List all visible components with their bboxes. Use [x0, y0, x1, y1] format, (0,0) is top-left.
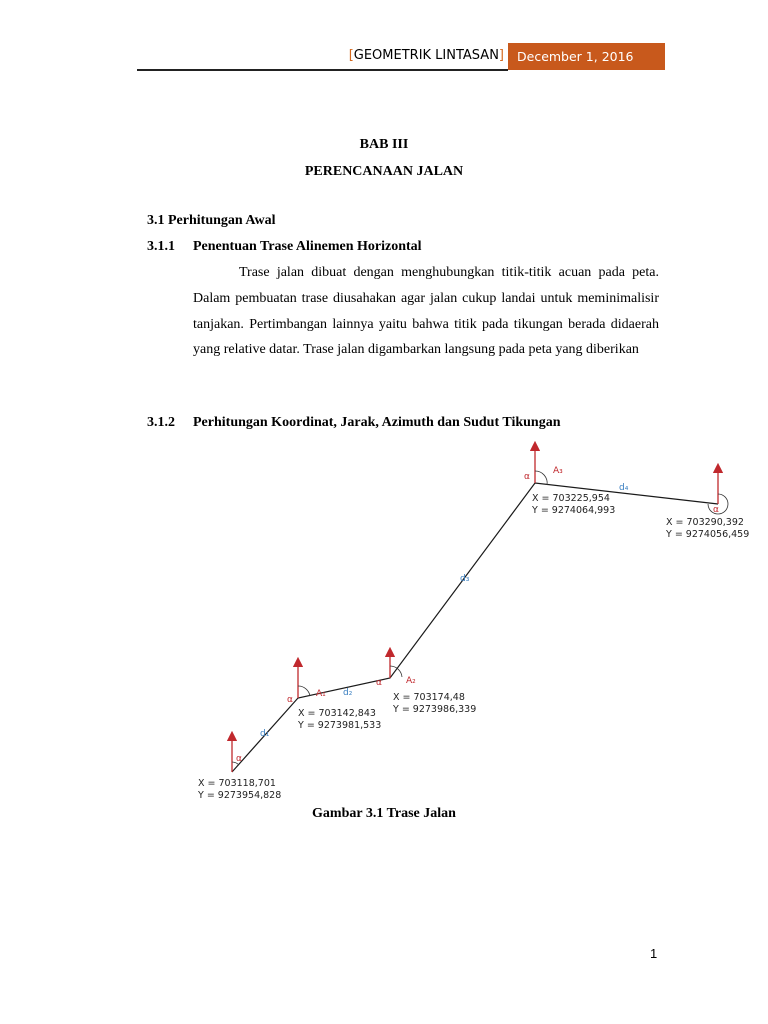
alpha-label-1: α: [236, 754, 242, 764]
figure-trase-jalan: [190, 440, 768, 805]
alpha-label-3: α: [376, 678, 382, 688]
point-3-y: Y = 9273986,339: [393, 704, 477, 715]
figure-caption: Gambar 3.1 Trase Jalan: [312, 806, 456, 821]
page-number: 1: [650, 946, 658, 961]
chapter-title: PERENCANAAN JALAN: [304, 164, 464, 179]
trase-diagram: [190, 440, 768, 805]
alpha-label-4: α: [524, 472, 530, 482]
header-title-text: GEOMETRIK LINTASAN: [353, 48, 499, 63]
alpha-label-5: α: [713, 505, 719, 515]
header-title: [300, 48, 504, 63]
a-label-2: A₂: [406, 676, 416, 686]
chapter-number: BAB III: [359, 137, 409, 152]
point-5-y: Y = 9274056,459: [666, 529, 750, 540]
alpha-label-2: α: [287, 695, 293, 705]
distance-label-d2: d₂: [343, 688, 353, 698]
section-3-1-heading: 3.1 Perhitungan Awal: [147, 213, 276, 228]
distance-label-d1: d₁: [260, 729, 270, 739]
distance-label-d3: d₃: [460, 574, 470, 584]
point-2-x: X = 703142,843: [298, 708, 376, 719]
a-label-1: A₁: [316, 689, 326, 699]
section-3-1-2-number: 3.1.2: [147, 415, 175, 430]
point-5-x: X = 703290,392: [666, 517, 744, 528]
a-label-3: A₃: [553, 466, 563, 476]
header-bracket-close: ]: [498, 48, 504, 63]
header-date: December 1, 2016: [508, 43, 665, 70]
section-3-1-1-paragraph: [193, 260, 659, 363]
point-2-y: Y = 9273981,533: [298, 720, 382, 731]
section-3-1-2-title: Perhitungan Koordinat, Jarak, Azimuth dan Sudut Tikungan: [193, 415, 561, 430]
point-1-y: Y = 9273954,828: [198, 790, 282, 801]
paragraph-text: Trase jalan dibuat dengan menghubungkan titik-titik acuan pada peta. Dalam pembuatan trase diusahakan agar jalan cukup landai untuk meminimalisir tanjakan. Pertimbangan lainnya yaitu bahwa titik pada tikungan berada didaerah yang relative datar. Trase jalan digambarkan langsung pada peta yang diberikan: [193, 265, 659, 358]
point-3-x: X = 703174,48: [393, 692, 465, 703]
section-3-1-1-number: 3.1.1: [147, 239, 175, 254]
point-1-x: X = 703118,701: [198, 778, 276, 789]
header-bracket-open: [: [348, 48, 354, 63]
section-3-1-1-title: Penentuan Trase Alinemen Horizontal: [193, 239, 422, 254]
point-4-y: Y = 9274064,993: [532, 505, 616, 516]
distance-label-d4: d₄: [619, 483, 629, 493]
angle-arc-2: [298, 686, 310, 696]
header-divider: [137, 69, 508, 71]
point-4-x: X = 703225,954: [532, 493, 610, 504]
